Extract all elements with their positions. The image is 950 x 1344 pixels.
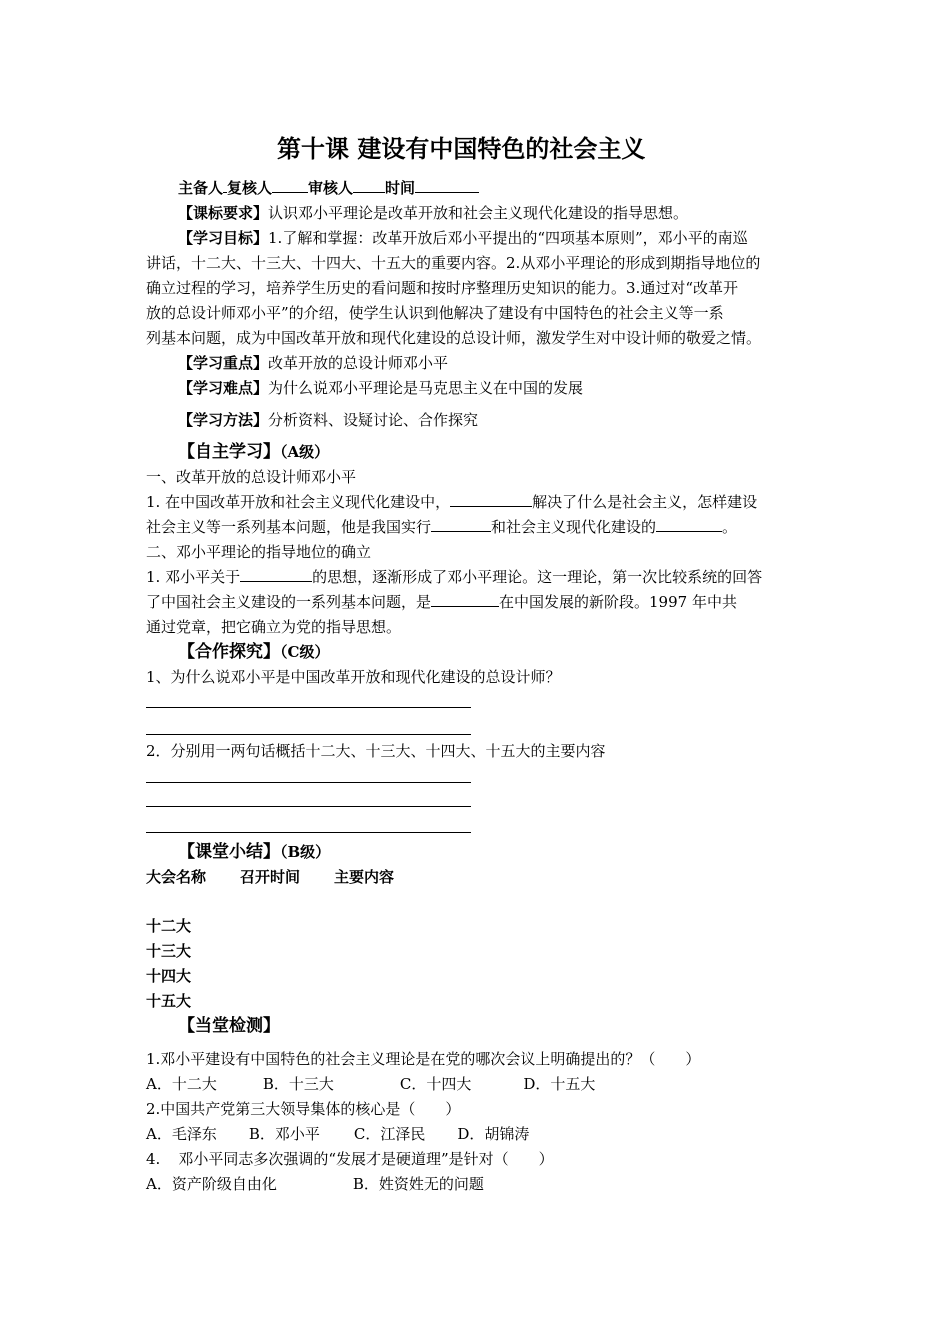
summary-row: 十二大 bbox=[146, 917, 192, 935]
time-label: 时间 bbox=[385, 179, 416, 197]
self-study-section-2: 二、邓小平理论的指导地位的确立 bbox=[146, 543, 372, 561]
self-study-q1-text-d: 和社会主义现代化建设的 bbox=[491, 518, 657, 536]
audit-label: 审核人 bbox=[308, 179, 354, 197]
self-study-q2-blank-1[interactable] bbox=[240, 566, 312, 582]
test-q1-options bbox=[146, 1072, 595, 1096]
answer-line[interactable] bbox=[146, 806, 471, 807]
test-q2-options bbox=[146, 1122, 529, 1146]
objectives-line-3: 确立过程的学习，培养学生历史的看问题和按时序整理历史知识的能力。3.通过对“改革开 bbox=[146, 279, 738, 297]
curriculum-standard bbox=[178, 201, 688, 225]
learning-difficulty-label: 【学习难点】 bbox=[178, 379, 269, 397]
self-study-section-1: 一、改革开放的总设计师邓小平 bbox=[146, 468, 357, 486]
objectives-line-1 bbox=[178, 226, 748, 250]
learning-focus-text: 改革开放的总设计师邓小平 bbox=[268, 354, 449, 372]
self-study-q2-blank-2[interactable] bbox=[431, 591, 499, 607]
coop-label: 【合作探究】 bbox=[178, 642, 280, 662]
self-study-q1-blank-1[interactable] bbox=[450, 491, 532, 507]
review-blank bbox=[272, 177, 308, 193]
page-title: 第十课 建设有中国特色的社会主义 bbox=[277, 135, 646, 163]
answer-line[interactable] bbox=[146, 707, 471, 708]
self-study-q1-text-e: 。 bbox=[722, 518, 738, 536]
learning-difficulty bbox=[178, 376, 583, 400]
coop-question-2: 2．分别用一两句话概括十二大、十三大、十四大、十五大的主要内容 bbox=[146, 742, 606, 760]
summary-heading bbox=[178, 840, 330, 864]
test-question-4 bbox=[146, 1147, 554, 1171]
test-q4-options bbox=[146, 1172, 484, 1196]
test-q2-option-c[interactable]: C．江泽民 bbox=[353, 1125, 426, 1143]
objectives-line-4: 放的总设计师邓小平”的介绍，使学生认识到他解决了建设有中国特色的社会主义等一系 bbox=[146, 304, 724, 322]
preparers-line bbox=[178, 176, 479, 200]
test-q1-option-a[interactable]: A．十二大 bbox=[146, 1075, 217, 1093]
self-study-q2-text-a: 1. 邓小平关于 bbox=[146, 568, 241, 586]
test-q1-option-b[interactable]: B．十三大 bbox=[262, 1075, 334, 1093]
self-study-q1-blank-2[interactable] bbox=[431, 516, 491, 532]
objectives-text-1: 1.了解和掌握：改革开放后邓小平提出的“四项基本原则”，邓小平的南巡 bbox=[268, 229, 748, 247]
test-q4-option-a[interactable]: A．资产阶级自由化 bbox=[146, 1175, 277, 1193]
test-q4-option-b[interactable]: B．姓资姓无的问题 bbox=[352, 1175, 484, 1193]
summary-row: 十三大 bbox=[146, 942, 192, 960]
answer-line[interactable] bbox=[146, 832, 471, 833]
learning-method-text: 分析资料、设疑讨论、合作探究 bbox=[268, 411, 479, 429]
test-label: 【当堂检测】 bbox=[178, 1016, 280, 1036]
summary-row: 十四大 bbox=[146, 967, 192, 985]
summary-header-time: 召开时间 bbox=[240, 868, 301, 886]
test-question-1: 1.邓小平建设有中国特色的社会主义理论是在党的哪次会议上明确提出的？（ ） bbox=[146, 1050, 701, 1068]
self-study-q2-line-2 bbox=[146, 590, 737, 614]
summary-label: 【课堂小结】 bbox=[178, 842, 280, 862]
self-study-q2-text-d: 在中国发展的新阶段。1997 年中共 bbox=[499, 593, 737, 611]
learning-method-label: 【学习方法】 bbox=[178, 411, 269, 429]
coop-question-1: 1、为什么说邓小平是中国改革开放和现代化建设的总设计师？ bbox=[146, 668, 561, 686]
coop-heading bbox=[178, 640, 329, 664]
self-study-q2-line-1 bbox=[146, 565, 762, 589]
answer-line[interactable] bbox=[146, 782, 471, 783]
self-study-q1-text-b: 解决了什么是社会主义，怎样建设 bbox=[532, 493, 758, 511]
summary-header-content: 主要内容 bbox=[334, 868, 395, 886]
test-q4-number: 4. bbox=[146, 1150, 161, 1168]
review-label: 复核人 bbox=[227, 179, 273, 197]
time-blank bbox=[415, 177, 479, 193]
learning-focus-label: 【学习重点】 bbox=[178, 354, 269, 372]
self-study-heading bbox=[178, 440, 329, 464]
objectives-line-2: 讲话，十二大、十三大、十四大、十五大的重要内容。2.从邓小平理论的形成到期指导地位的 bbox=[146, 254, 761, 272]
test-q2-option-a[interactable]: A．毛泽东 bbox=[146, 1125, 217, 1143]
self-study-q1-text-a: 1. 在中国改革开放和社会主义现代化建设中， bbox=[146, 493, 451, 511]
test-heading bbox=[178, 1014, 280, 1038]
coop-level: （C级） bbox=[280, 643, 330, 661]
learning-focus bbox=[178, 351, 448, 375]
self-study-q1-line-2 bbox=[146, 515, 737, 539]
curriculum-standard-text: 认识邓小平理论是改革开放和社会主义现代化建设的指导思想。 bbox=[268, 204, 689, 222]
self-study-q2-line-3: 通过党章，把它确立为党的指导思想。 bbox=[146, 618, 402, 636]
summary-header-row bbox=[146, 865, 394, 889]
test-q1-option-c[interactable]: C．十四大 bbox=[399, 1075, 472, 1093]
learning-method bbox=[178, 408, 478, 432]
self-study-q2-text-b: 的思想，逐渐形成了邓小平理论。这一理论，第一次比较系统的回答 bbox=[312, 568, 763, 586]
self-study-q1-text-c: 社会主义等一系列基本问题，他是我国实行 bbox=[146, 518, 432, 536]
audit-blank bbox=[353, 177, 385, 193]
objectives-label: 【学习目标】 bbox=[178, 229, 269, 247]
self-study-q1-blank-3[interactable] bbox=[656, 516, 722, 532]
self-study-label: 【自主学习】 bbox=[178, 442, 280, 462]
lead-preparer-label: 主备人 bbox=[178, 179, 224, 197]
test-question-2: 2.中国共产党第三大领导集体的核心是（ ） bbox=[146, 1100, 461, 1118]
learning-difficulty-text: 为什么说邓小平理论是马克思主义在中国的发展 bbox=[268, 379, 584, 397]
self-study-q1-line-1 bbox=[146, 490, 757, 514]
test-q1-option-d[interactable]: D．十五大 bbox=[523, 1075, 596, 1093]
test-q2-option-b[interactable]: B．邓小平 bbox=[248, 1125, 320, 1143]
answer-line[interactable] bbox=[146, 734, 471, 735]
self-study-q2-text-c: 了中国社会主义建设的一系列基本问题，是 bbox=[146, 593, 432, 611]
summary-header-name: 大会名称 bbox=[146, 868, 207, 886]
test-q2-option-d[interactable]: D．胡锦涛 bbox=[457, 1125, 530, 1143]
test-q4-text: 邓小平同志多次强调的“发展才是硬道理”是针对（ ） bbox=[178, 1150, 554, 1168]
objectives-line-5: 列基本问题，成为中国改革开放和现代化建设的总设计师，激发学生对中设计师的敬爱之情。 bbox=[146, 329, 762, 347]
curriculum-standard-label: 【课标要求】 bbox=[178, 204, 269, 222]
summary-level: （B级） bbox=[280, 843, 331, 861]
self-study-level: （A级） bbox=[280, 443, 330, 461]
summary-row: 十五大 bbox=[146, 992, 192, 1010]
